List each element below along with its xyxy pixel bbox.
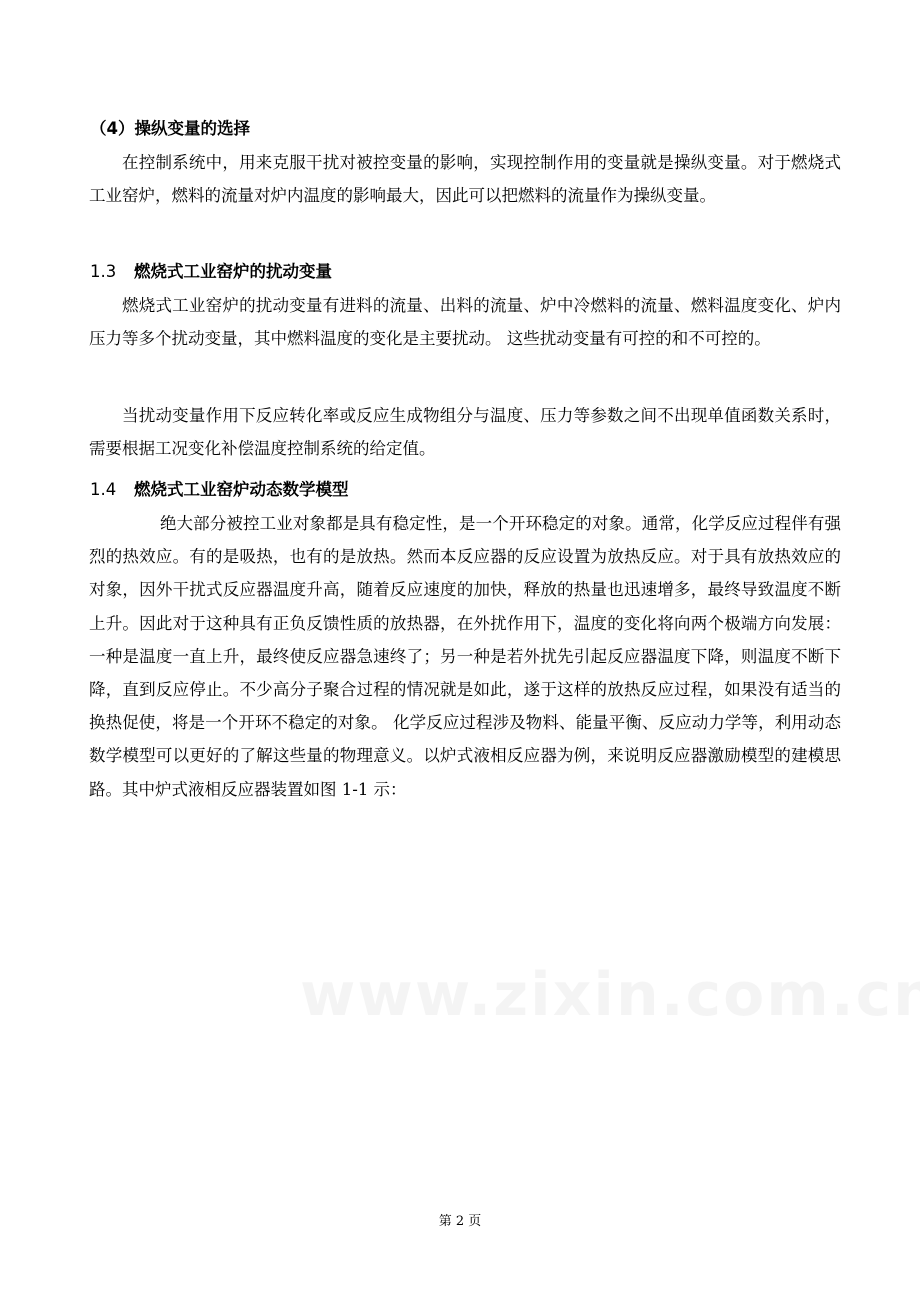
- section-number: 1.3: [90, 262, 117, 281]
- page-number-footer: 第 2 页: [438, 1214, 482, 1229]
- section-heading-dynamic-model: [90, 478, 850, 502]
- section-title: 燃烧式工业窑炉的扰动变量: [134, 262, 332, 281]
- watermark: [300, 960, 640, 1030]
- paragraph-setpoint-compensation: 当扰动变量作用下反应转化率或反应生成物组分与温度、压力等参数之间不出现单值函数关系时，需要根据工况变化补偿温度控制系统的给定值。: [89, 406, 841, 459]
- section-heading-disturbance-variables: [90, 260, 850, 284]
- paragraph-dynamic-model: 绝大部分被控工业对象都是具有稳定性，是一个开环稳定的对象。通常，化学反应过程伴有强烈的热效应。有的是吸热，也有的是放热。然而本反应器的反应设置为放热反应。对于具有放热效应的对象，因外干扰式反应器温度升高，随着反应速度的加快，释放的热量也迅速增多，最终导致温度不断上升。因此对于这种具有正负反馈性质的放热器，在外扰作用下，温度的变化将向两个极端方向发展：一种是温度一直上升，最终使反应器急速终了；另一种是若外扰先引起反应器温度下降，则温度不断下降，直到反应停止。不少高分子聚合过程的情况就是如此，遂于这样的放热反应过程，如果没有适当的换热促使，将是一个开环不稳定的对象。 化学反应过程涉及物料、能量平衡、反应动力学等，利用动态数学模型可以更好的了解这些量的物理意义。以炉式液相反应器为例，来说明反应器激励模型的建模思路。其中炉式液相反应器装置如图 1-1 示：: [89, 514, 841, 799]
- paragraph-manipulated-variable: 在控制系统中，用来克服干扰对被控变量的影响，实现控制作用的变量就是操纵变量。对于燃烧式工业窑炉，燃料的流量对炉内温度的影响最大，因此可以把燃料的流量作为操纵变量。: [89, 153, 841, 206]
- paragraph-disturbance-variables: 燃烧式工业窑炉的扰动变量有进料的流量、出料的流量、炉中冷燃料的流量、燃料温度变化、炉内压力等多个扰动变量，其中燃料温度的变化是主要扰动。 这些扰动变量有可控的和不可控的。: [89, 296, 841, 349]
- section-number: 1.4: [90, 480, 117, 499]
- section-title: 燃烧式工业窑炉动态数学模型: [134, 480, 349, 499]
- section-heading-manipulated-variable: （4）操纵变量的选择: [90, 119, 250, 138]
